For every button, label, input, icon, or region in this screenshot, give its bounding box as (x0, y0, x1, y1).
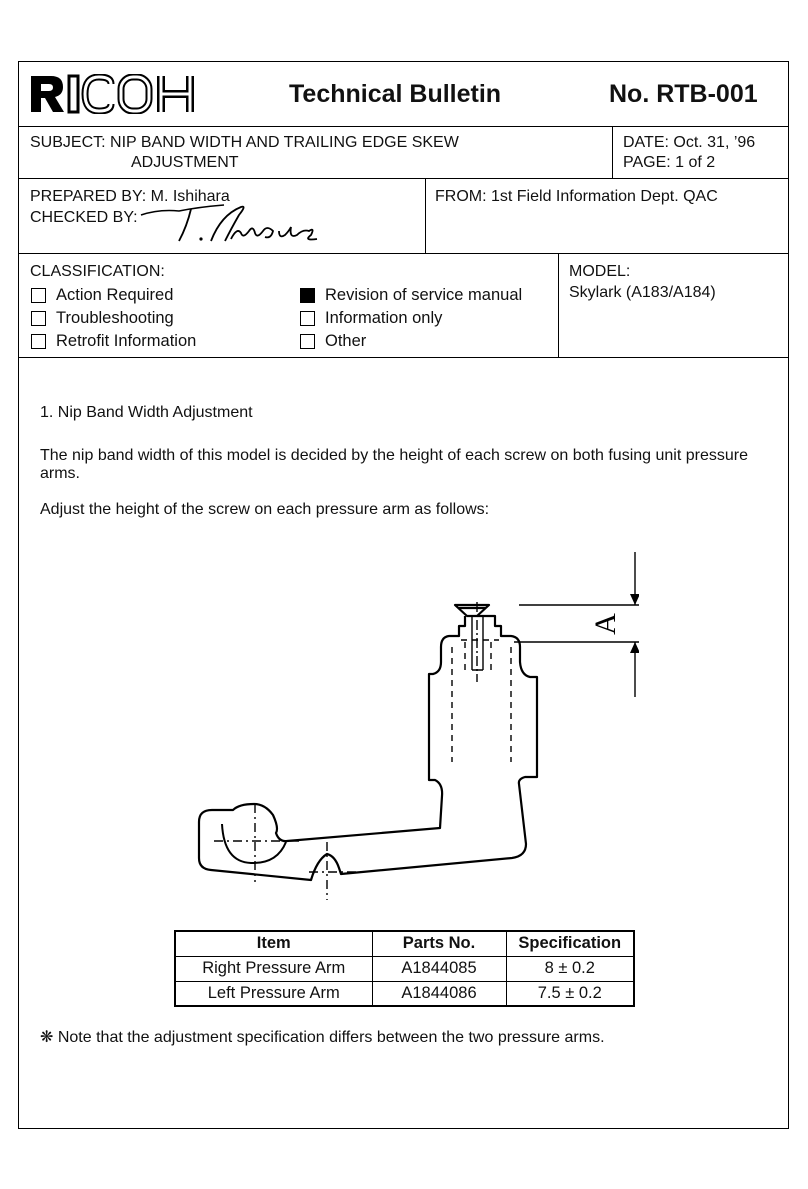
table-row (175, 956, 634, 981)
document-title: Technical Bulletin (289, 80, 502, 108)
checked-by-label: CHECKED BY: (30, 209, 138, 226)
table-header-row (175, 931, 634, 956)
classification-label: CLASSIFICATION: (30, 263, 165, 280)
classification-row (19, 254, 788, 358)
prepared-row (19, 179, 788, 254)
checkbox-empty[interactable] (300, 334, 315, 349)
subject-line-2: ADJUSTMENT (131, 154, 239, 171)
header-item: Item (175, 931, 372, 956)
cell-specification: 7.5 ± 0.2 (506, 981, 634, 1006)
specification-table (174, 930, 635, 1007)
model-value: Skylark (A183/A184) (569, 284, 716, 301)
cell-item: Right Pressure Arm (175, 956, 372, 981)
cell-specification: 8 ± 0.2 (506, 956, 634, 981)
cell-parts-no: A1844085 (372, 956, 506, 981)
from-department: FROM: 1st Field Information Dept. QAC (435, 188, 718, 205)
checkbox-empty[interactable] (31, 288, 46, 303)
paragraph-adjust: Adjust the height of the screw on each pressure arm as follows: (40, 501, 490, 518)
cell-item: Left Pressure Arm (175, 981, 372, 1006)
subject-line-1: SUBJECT: NIP BAND WIDTH AND TRAILING EDGE SKEW (30, 134, 459, 151)
option-information-only[interactable]: Information only (300, 309, 442, 328)
adjustment-note: ❋ Note that the adjustment specification differs between the two pressure arms. (40, 1029, 605, 1046)
divider (425, 179, 426, 253)
checkbox-empty[interactable] (300, 311, 315, 326)
option-retrofit-information[interactable]: Retrofit Information (31, 332, 196, 351)
option-troubleshooting[interactable]: Troubleshooting (31, 309, 174, 328)
subject-row (19, 127, 788, 179)
checkbox-checked[interactable] (300, 288, 315, 303)
ricoh-logo (29, 74, 199, 114)
bulletin-number: No. RTB-001 (609, 80, 758, 108)
date: DATE: Oct. 31, ’96 (623, 134, 756, 151)
dimension-label: A (589, 613, 622, 635)
model-label: MODEL: (569, 263, 631, 280)
option-action-required[interactable]: Action Required (31, 286, 173, 305)
paragraph-nip-band: The nip band width of this model is decided by the height of each screw on both fusing unit pressure arms. (40, 447, 748, 482)
bulletin-sheet (18, 61, 789, 1129)
table-row (175, 981, 634, 1006)
section-heading: 1. Nip Band Width Adjustment (40, 404, 253, 421)
signature (139, 201, 339, 251)
page-indicator: PAGE: 1 of 2 (623, 154, 716, 171)
option-other[interactable]: Other (300, 332, 366, 351)
prepared-by: PREPARED BY: M. Ishihara (30, 188, 230, 205)
header-specification: Specification (506, 931, 634, 956)
pressure-arm-diagram (169, 552, 639, 912)
checkbox-empty[interactable] (31, 311, 46, 326)
checkbox-empty[interactable] (31, 334, 46, 349)
header-row (19, 62, 788, 127)
divider (612, 127, 613, 178)
cell-parts-no: A1844086 (372, 981, 506, 1006)
divider (558, 254, 559, 357)
option-revision-of-service-manual[interactable]: Revision of service manual (300, 286, 522, 305)
header-parts-no: Parts No. (372, 931, 506, 956)
